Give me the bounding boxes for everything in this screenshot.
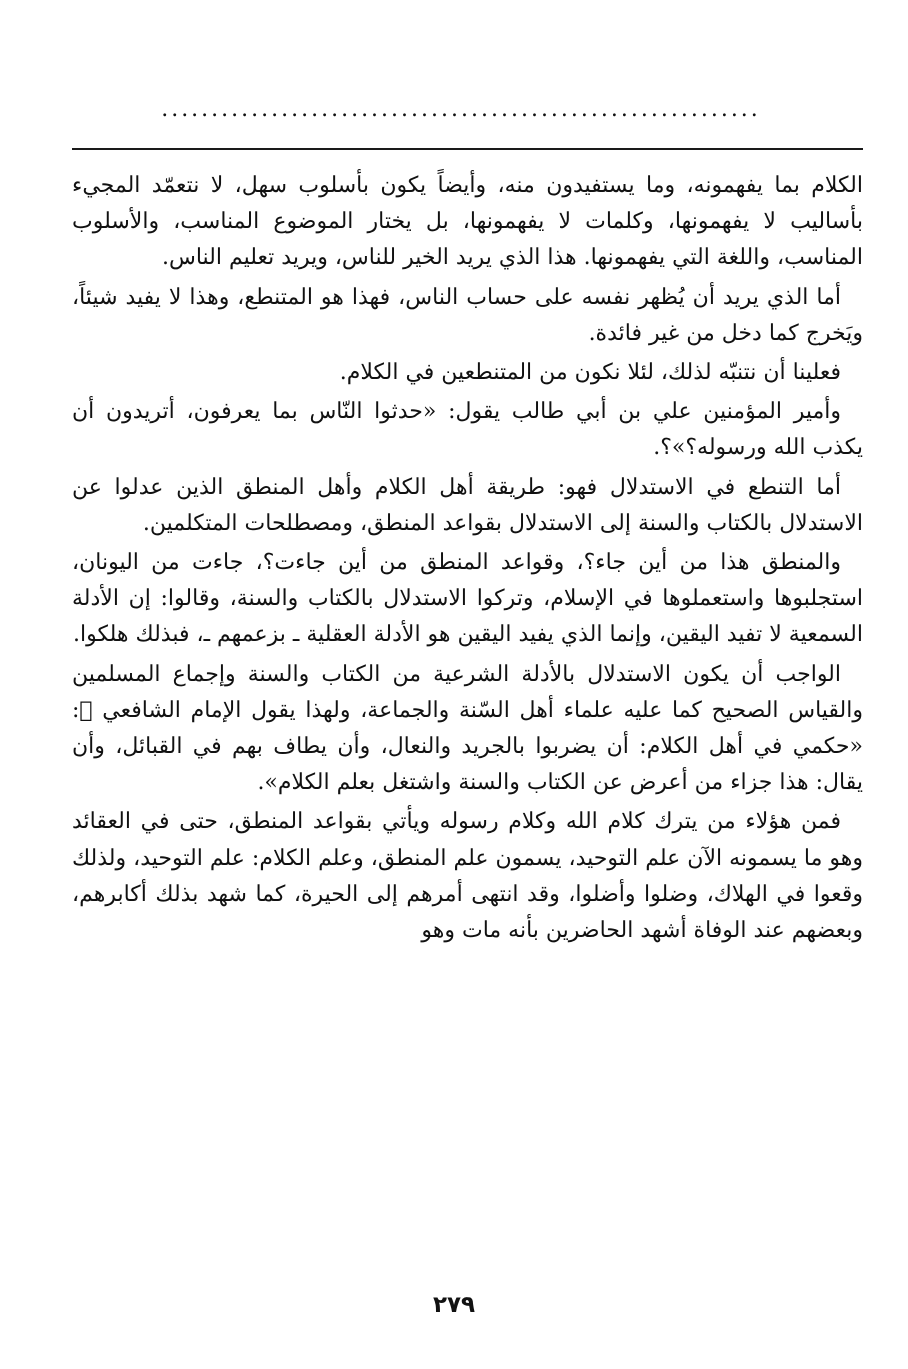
page-body [72,168,863,952]
paragraph: وأمير المؤمنين علي بن أبي طالب يقول: «حدثوا النّاس بما يعرفون، أتريدون أن يكذب الله ورسوله؟»؟. [72,399,863,461]
paragraph: فعلينا أن نتنبّه لذلك، لئلا نكون من المتنطعين في الكلام. [339,360,841,386]
paragraph: الكلام بما يفهمونه، وما يستفيدون منه، وأيضاً يكون بأسلوب سهل، لا نتعمّد المجيء بأساليب لا يفهمونها، وكلمات لا يفهمونها، بل يختار الموضوع المناسب، والأسلوب المناسب، واللغة التي يفهمونها. هذا الذي يريد الخير للناس، ويريد تعليم الناس. [72,173,863,271]
paragraph: أما الذي يريد أن يُظهر نفسه على حساب الناس، فهذا هو المتنطع، وهذا لا يفيد شيئاً، ويَخرج كما دخل من غير فائدة. [72,284,863,346]
header-rule [72,148,863,150]
page-number: ٢٧٩ [432,1292,476,1318]
paragraph: أما التنطع في الاستدلال فهو: طريقة أهل الكلام وأهل المنطق الذين عدلوا عن الاستدلال بالكتاب والسنة إلى الاستدلال بقواعد المنطق، ومصطلحات المتكلمين. [72,474,863,536]
running-header-dots: ............................................................ [161,97,761,122]
paragraph: فمن هؤلاء من يترك كلام الله وكلام رسوله ويأتي بقواعد المنطق، حتى في العقائد وهو ما يسمونه الآن علم التوحيد، يسمون علم المنطق، وعلم الكلام: علم التوحيد، ولذلك وقعوا في الهلاك، وضلوا وأضلوا، وقد انتهى أمرهم إلى الحيرة، كما شهد بذلك أكابرهم، وبعضهم عند الوفاة أشهد الحاضرين بأنه مات وهو [72,809,864,944]
paragraph: والمنطق هذا من أين جاء؟، وقواعد المنطق من أين جاءت؟، جاءت من اليونان، استجلبوها واستعملوها في الإسلام، وتركوا الاستدلال بالكتاب والسنة، وقالوا: إن الأدلة السمعية لا تفيد اليقين، وإنما الذي يفيد اليقين هو الأدلة العقلية ـ بزعمهم ـ، فبذلك هلكوا. [72,550,863,648]
paragraph: الواجب أن يكون الاستدلال بالأدلة الشرعية من الكتاب والسنة وإجماع المسلمين والقياس الصحيح كما عليه علماء أهل السّنة والجماعة، ولهذا يقول الإمام الشافعي ﷬: «حكمي في أهل الكلام: أن يضربوا بالجريد والنعال، وأن يطاف بهم في القبائل، وأن يقال: هذا جزاء من أعرض عن الكتاب والسنة واشتغل بعلم الكلام». [72,661,863,796]
